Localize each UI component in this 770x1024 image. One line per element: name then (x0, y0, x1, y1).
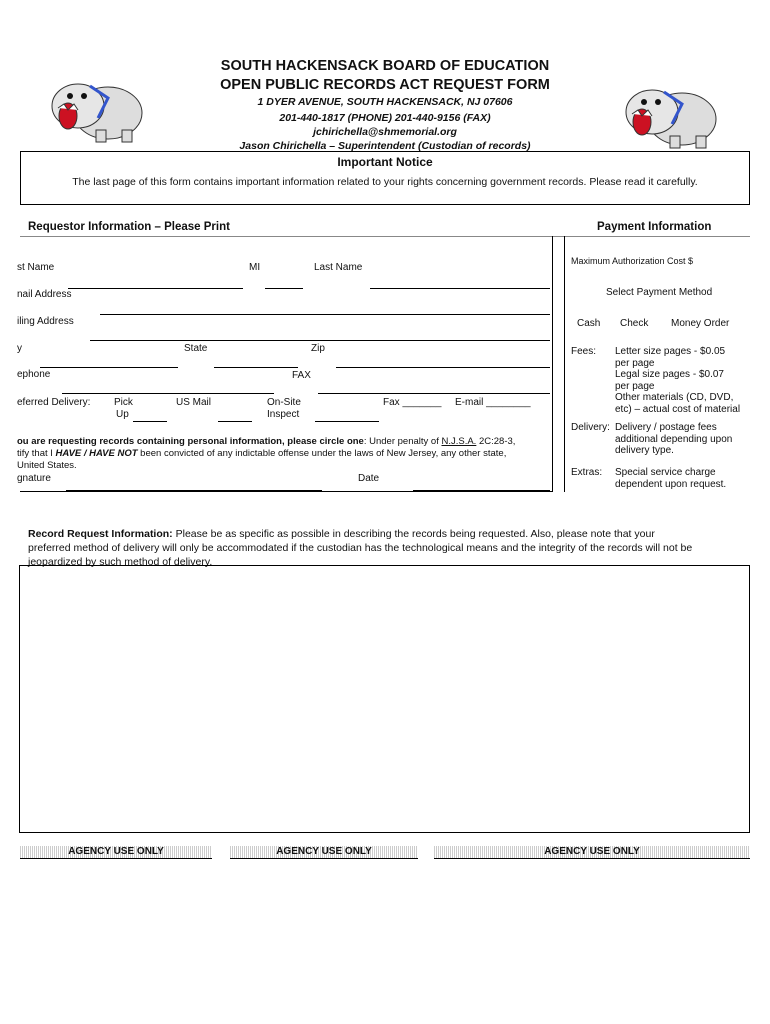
fees-line: Legal size pages - $0.07 (615, 369, 724, 380)
onsite-label: On-Site (267, 397, 301, 408)
record-line-1 (28, 527, 758, 541)
zip-field[interactable] (336, 367, 550, 368)
state-label: State (184, 343, 208, 354)
city-field[interactable] (40, 367, 178, 368)
fax-field[interactable] (318, 393, 550, 394)
agency-use-only-2: AGENCY USE ONLY (230, 846, 418, 859)
city-label: y (17, 343, 22, 354)
delivery-fee-label: Delivery: (571, 422, 610, 433)
extras-list (615, 467, 726, 490)
inspect-label: Inspect (267, 409, 300, 420)
certify-a: tify that I (17, 448, 56, 459)
delivery-line: additional depending upon (615, 433, 733, 445)
record-request-info (28, 527, 758, 569)
certify-b: been convicted of any indictable offense under the laws of New Jersey, any other state, (137, 448, 507, 459)
usmail-option[interactable] (218, 421, 252, 422)
record-request-textarea[interactable] (19, 565, 750, 833)
payment-heading: Payment Information (597, 221, 712, 233)
record-text-2: preferred method of delivery will only be accommodated if the custodian has the technological means and the integrity of the records will not be (28, 542, 693, 554)
united-states-text: United States. (17, 460, 77, 471)
record-text-1: Please be as specific as possible in describing the records being requested. Also, please note that your (172, 528, 655, 540)
telephone-field[interactable] (62, 393, 274, 394)
fees-line: etc) – actual cost of material (615, 403, 741, 415)
first-name-label: st Name (17, 262, 55, 273)
max-cost-label: Maximum Authorization Cost $ (571, 256, 694, 266)
requestor-box-right (552, 236, 553, 492)
mi-field[interactable] (265, 288, 303, 289)
mailing-field[interactable] (90, 340, 550, 341)
address: 1 DYER AVENUE, SOUTH HACKENSACK, NJ 07606 (257, 96, 513, 108)
payment-box-left (564, 236, 565, 492)
personal-info-rest: : Under penalty of (363, 436, 442, 447)
mailing-label: iling Address (17, 316, 74, 327)
check-option[interactable]: Check (620, 318, 649, 329)
pickup-option[interactable] (133, 421, 167, 422)
njsa-rest: 2C:28-3, (476, 436, 516, 447)
certify-text (17, 448, 506, 459)
fees-line: per page (615, 380, 655, 392)
heading-rule (20, 236, 750, 237)
signature-label: gnature (17, 473, 51, 484)
header-title: SOUTH HACKENSACK BOARD OF EDUCATION (220, 58, 550, 74)
fees-list (615, 346, 740, 415)
personal-info-bold: ou are requesting records containing personal information, please circle one (17, 436, 364, 447)
last-name-field[interactable] (370, 288, 550, 289)
up-label: Up (116, 409, 129, 420)
date-field[interactable] (413, 490, 550, 491)
email-field[interactable] (100, 314, 550, 315)
phone-fax: 201-440-1817 (PHONE) 201-440-9156 (FAX) (279, 112, 491, 124)
telephone-label: ephone (17, 369, 51, 380)
have-have-not[interactable]: HAVE / HAVE NOT (55, 448, 138, 459)
email: jchirichella@shmemorial.org (313, 126, 457, 138)
agency-use-only-1: AGENCY USE ONLY (20, 846, 212, 859)
zip-label: Zip (311, 343, 325, 354)
delivery-line: Delivery / postage fees (615, 422, 717, 433)
fax-label: FAX (292, 370, 311, 381)
email-label: nail Address (17, 289, 72, 300)
date-label: Date (358, 473, 380, 484)
fees-line: Letter size pages - $0.05 (615, 346, 726, 357)
notice-text: The last page of this form contains important information related to your rights concerning government records. Please read it carefully. (72, 176, 698, 188)
requestor-box-bottom (20, 491, 553, 492)
record-heading: Record Request Information: (28, 528, 173, 540)
usmail-label: US Mail (176, 397, 212, 408)
delivery-label: eferred Delivery: (17, 397, 91, 408)
njsa-ref: N.J.S.A. (441, 436, 477, 447)
fees-label: Fees: (571, 346, 597, 357)
mi-label: MI (249, 262, 261, 273)
record-text-3: jeopardized by such method of delivery. (28, 556, 213, 568)
delivery-line: delivery type. (615, 445, 674, 456)
last-name-label: Last Name (314, 262, 363, 273)
state-field[interactable] (214, 367, 298, 368)
fees-line: Other materials (CD, DVD, (615, 392, 734, 403)
first-name-field[interactable] (68, 288, 243, 289)
email-option[interactable]: E-mail ________ (455, 397, 531, 408)
personal-info-text (17, 436, 515, 447)
fax-option[interactable]: Fax _______ (383, 397, 442, 408)
bulldog-logo-right (612, 74, 722, 154)
extras-label: Extras: (571, 467, 603, 478)
pick-label: Pick (114, 397, 133, 408)
cash-option[interactable]: Cash (577, 318, 601, 329)
extras-line: Special service charge (615, 467, 716, 478)
form-title: OPEN PUBLIC RECORDS ACT REQUEST FORM (220, 77, 550, 93)
delivery-fee-list (615, 422, 732, 457)
notice-title: Important Notice (337, 155, 433, 169)
agency-use-only-3: AGENCY USE ONLY (434, 846, 750, 859)
signature-field[interactable] (66, 490, 322, 491)
requestor-heading: Requestor Information – Please Print (28, 221, 230, 233)
bulldog-logo-left (38, 68, 148, 148)
money-order-option[interactable]: Money Order (671, 318, 730, 329)
custodian: Jason Chirichella – Superintendent (Custodian of records) (239, 140, 531, 152)
select-payment-label: Select Payment Method (606, 287, 713, 298)
onsite-option[interactable] (315, 421, 379, 422)
extras-line: dependent upon request. (615, 478, 727, 490)
fees-line: per page (615, 357, 655, 369)
